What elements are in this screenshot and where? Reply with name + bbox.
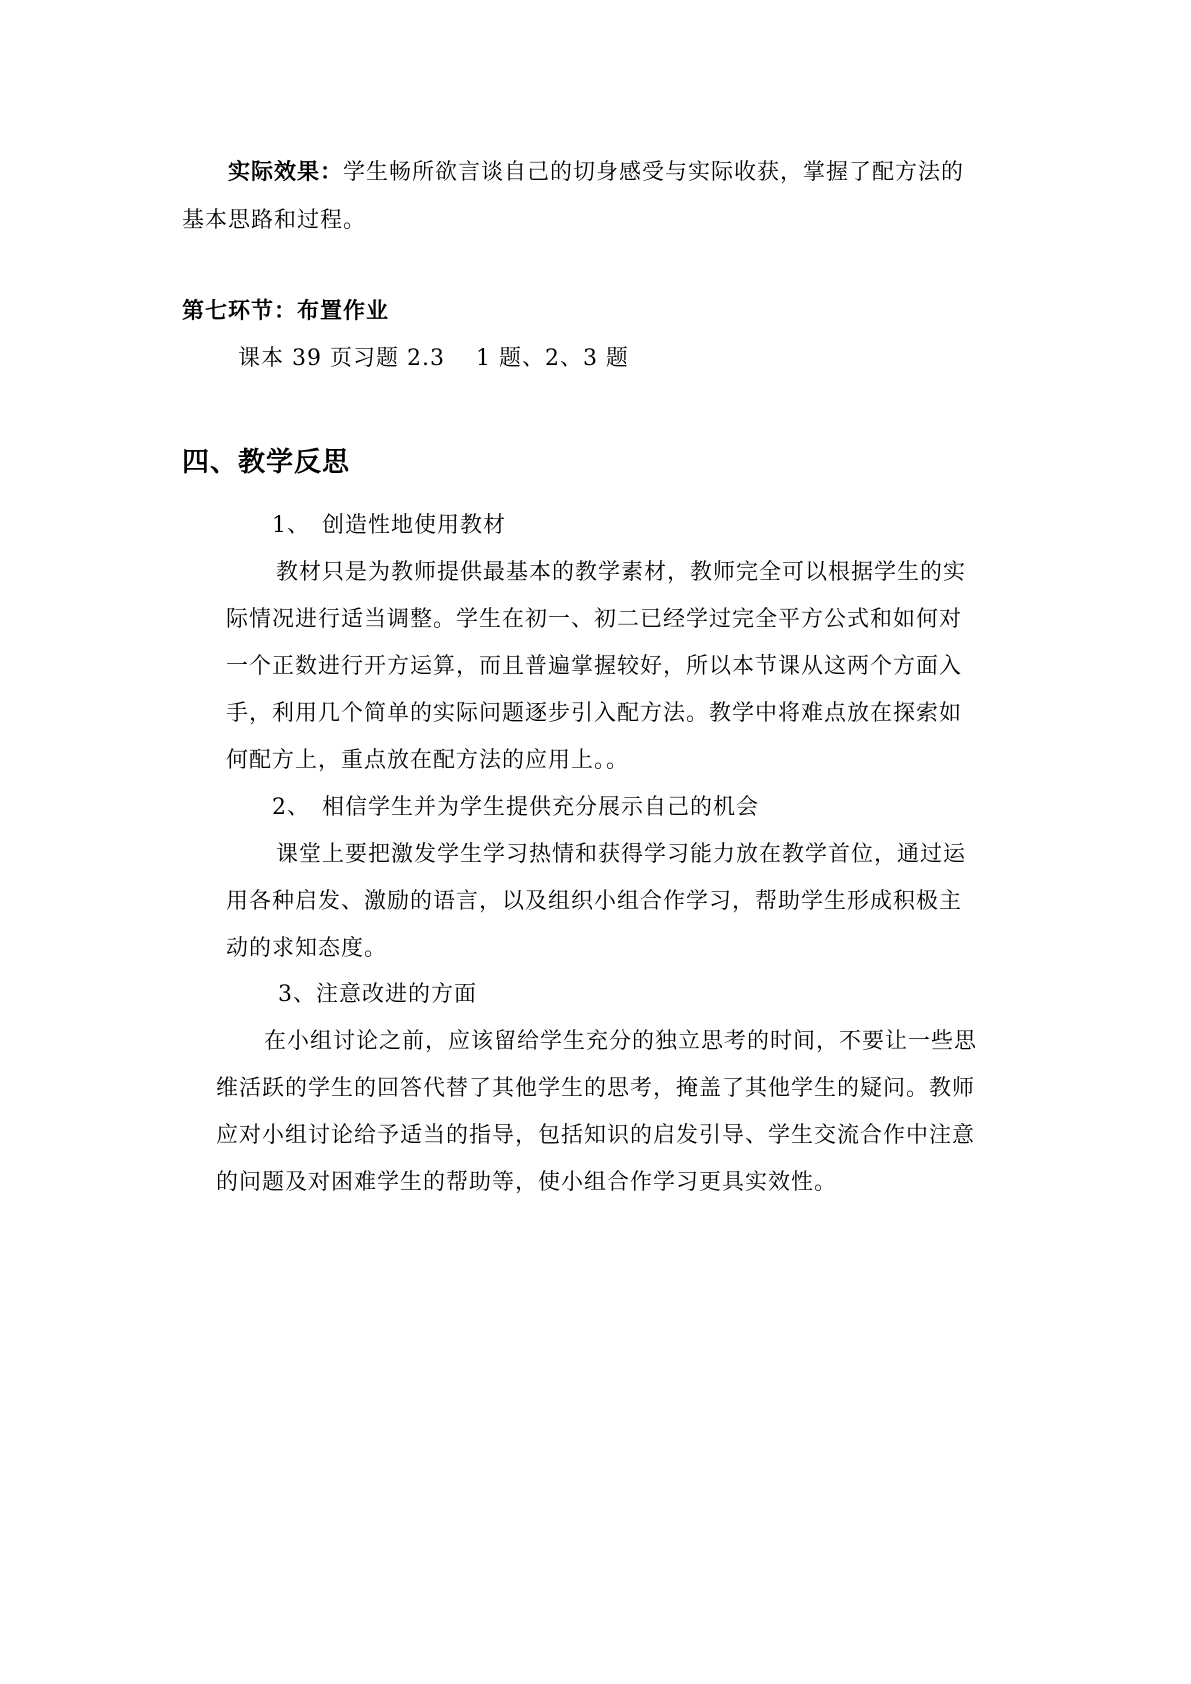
item1-title: 1、 创造性地使用教材 <box>272 513 506 538</box>
item2-line-1: 课堂上要把激发学生学习热情和获得学习能力放在教学首位，通过运 <box>276 842 967 867</box>
item3-title: 3、注意改进的方面 <box>278 982 477 1007</box>
item3-line-2: 维活跃的学生的回答代替了其他学生的思考，掩盖了其他学生的疑问。教师 <box>216 1076 976 1101</box>
item3-line-1: 在小组讨论之前，应该留给学生充分的独立思考的时间，不要让一些思 <box>264 1029 978 1054</box>
item3-line-3: 应对小组讨论给予适当的指导，包括知识的启发引导、学生交流合作中注意 <box>216 1123 976 1148</box>
effect-text-1: 学生畅所欲言谈自己的切身感受与实际收获，掌握了配方法的 <box>343 160 965 185</box>
item2-line-2: 用各种启发、激励的语言，以及组织小组合作学习，帮助学生形成积极主 <box>226 889 963 914</box>
item2-line-3: 动的求知态度。 <box>226 936 388 961</box>
section4-heading: 四、教学反思 <box>182 447 350 478</box>
item1-line-2: 际情况进行适当调整。学生在初一、初二已经学过完全平方公式和如何对 <box>226 607 963 632</box>
item1-line-3: 一个正数进行开方运算，而且普遍掌握较好，所以本节课从这两个方面入 <box>226 654 963 679</box>
item3-line-4: 的问题及对困难学生的帮助等，使小组合作学习更具实效性。 <box>216 1170 838 1195</box>
effect-line-1 <box>228 158 964 188</box>
effect-line-2: 基本思路和过程。 <box>182 208 367 233</box>
step7-homework: 课本 39 页习题 2.3 1 题、2、3 题 <box>238 346 629 371</box>
item1-line-5: 何配方上，重点放在配方法的应用上。。 <box>226 748 630 773</box>
item1-line-1: 教材只是为教师提供最基本的教学素材，教师完全可以根据学生的实 <box>276 560 967 585</box>
effect-label: 实际效果： <box>228 160 344 185</box>
item1-line-4: 手，利用几个简单的实际问题逐步引入配方法。教学中将难点放在探索如 <box>226 701 963 726</box>
step7-heading: 第七环节：布置作业 <box>182 299 390 324</box>
item2-title: 2、 相信学生并为学生提供充分展示自己的机会 <box>272 795 759 820</box>
